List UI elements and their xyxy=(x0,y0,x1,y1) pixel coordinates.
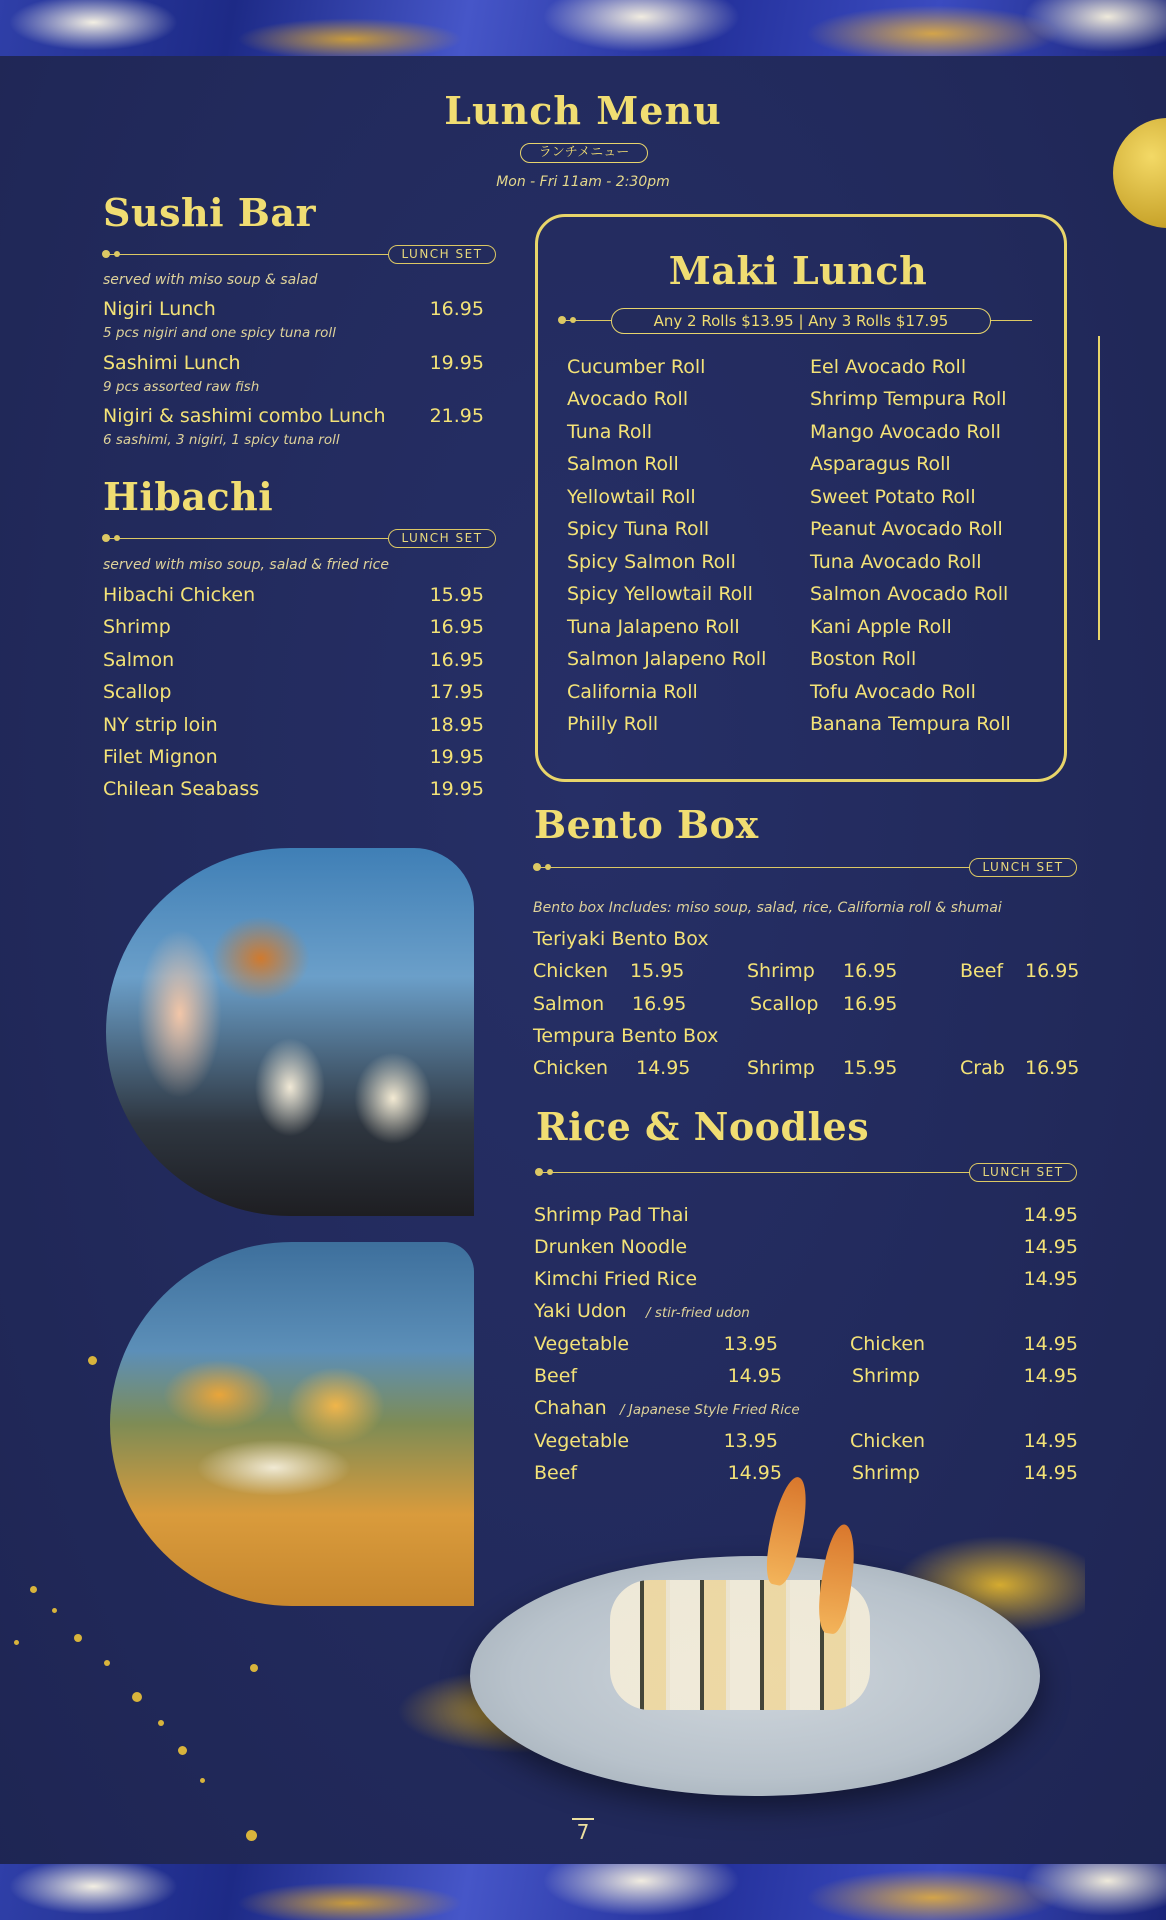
maki-roll: Banana Tempura Roll xyxy=(810,713,1011,735)
yaki-udon-label: Yaki Udon xyxy=(534,1300,627,1322)
bento-item-name: Shrimp xyxy=(747,960,815,982)
yaki-udon-desc: / stir-fried udon xyxy=(646,1305,750,1321)
menu-item-price: 14.95 xyxy=(1023,1430,1078,1452)
maki-roll: Asparagus Roll xyxy=(810,453,951,475)
maki-roll: Avocado Roll xyxy=(567,388,689,410)
maki-roll: Spicy Yellowtail Roll xyxy=(567,583,753,605)
maki-roll: Spicy Salmon Roll xyxy=(567,551,736,573)
menu-item-price: 14.95 xyxy=(1023,1365,1078,1387)
maki-roll: Shrimp Tempura Roll xyxy=(810,388,1007,410)
menu-item-price: 19.95 xyxy=(429,778,484,800)
menu-item-price: 21.95 xyxy=(429,405,484,427)
gold-sparkle xyxy=(200,1778,205,1783)
menu-item-name: Nigiri & sashimi combo Lunch xyxy=(103,405,386,427)
tempura-bento-label: Tempura Bento Box xyxy=(533,1025,719,1047)
menu-item-name: Hibachi Chicken xyxy=(103,584,256,606)
menu-item-price: 14.95 xyxy=(1023,1236,1078,1258)
menu-item-price: 15.95 xyxy=(429,584,484,606)
menu-item-name: Shrimp xyxy=(103,616,171,638)
bento-item-name: Scallop xyxy=(750,993,819,1015)
maki-roll: California Roll xyxy=(567,681,698,703)
chahan-desc: / Japanese Style Fried Rice xyxy=(620,1402,800,1418)
maki-roll: Salmon Jalapeno Roll xyxy=(567,648,767,670)
maki-roll: Cucumber Roll xyxy=(567,356,706,378)
menu-item-name: Beef xyxy=(534,1365,578,1387)
hibachi-badge: LUNCH SET xyxy=(388,529,496,548)
maki-roll: Mango Avocado Roll xyxy=(810,421,1001,443)
menu-item-name: NY strip loin xyxy=(103,714,218,736)
menu-item-price: 14.95 xyxy=(1023,1333,1078,1355)
bento-item-price: 16.95 xyxy=(1025,960,1080,982)
maki-roll: Tuna Roll xyxy=(567,421,653,443)
opening-hours: Mon - Fri 11am - 2:30pm xyxy=(496,174,670,190)
menu-item-name: Shrimp xyxy=(852,1462,920,1484)
sushi-bar-rule xyxy=(106,254,390,255)
bento-item-price: 16.95 xyxy=(632,993,687,1015)
gold-sparkle xyxy=(178,1746,187,1755)
sushi-roll-photo xyxy=(106,848,474,1216)
gold-sparkle xyxy=(74,1634,82,1642)
menu-item-price: 17.95 xyxy=(429,681,484,703)
rice-noodles-rule xyxy=(539,1172,971,1173)
gold-sparkle xyxy=(158,1720,164,1726)
hibachi-note: served with miso soup, salad & fried rice xyxy=(103,557,389,573)
menu-item-name: Kimchi Fried Rice xyxy=(534,1268,698,1290)
menu-item-price: 16.95 xyxy=(429,616,484,638)
bento-item-name: Beef xyxy=(960,960,1004,982)
menu-item-name: Salmon xyxy=(103,649,175,671)
page-number: 7 xyxy=(576,1820,590,1844)
menu-item-desc: 9 pcs assorted raw fish xyxy=(103,379,260,395)
bento-note: Bento box Includes: miso soup, salad, rice, California roll & shumai xyxy=(533,900,1002,916)
maki-roll: Tuna Avocado Roll xyxy=(810,551,982,573)
bento-item-name: Shrimp xyxy=(747,1057,815,1079)
menu-item-desc: 6 sashimi, 3 nigiri, 1 spicy tuna roll xyxy=(103,432,340,448)
maki-roll: Boston Roll xyxy=(810,648,917,670)
bento-box-title: Bento Box xyxy=(534,802,759,847)
gold-circle-decoration xyxy=(1113,118,1166,228)
gold-sparkle xyxy=(52,1608,57,1613)
marble-bottom-border xyxy=(0,1864,1166,1920)
maki-roll: Kani Apple Roll xyxy=(810,616,952,638)
maki-lunch-title: Maki Lunch xyxy=(668,248,928,293)
maki-pricing: Any 2 Rolls $13.95 | Any 3 Rolls $17.95 xyxy=(611,308,991,334)
menu-item-name: Beef xyxy=(534,1462,578,1484)
maki-roll: Tofu Avocado Roll xyxy=(810,681,976,703)
menu-item-price: 19.95 xyxy=(429,352,484,374)
menu-item-price: 14.95 xyxy=(727,1365,782,1387)
bento-item-price: 16.95 xyxy=(843,960,898,982)
sushi-bar-note: served with miso soup & salad xyxy=(103,272,318,288)
menu-item-price: 14.95 xyxy=(727,1462,782,1484)
maki-roll: Philly Roll xyxy=(567,713,659,735)
bento-item-name: Chicken xyxy=(533,960,609,982)
menu-item-price: 13.95 xyxy=(723,1333,778,1355)
bento-item-name: Chicken xyxy=(533,1057,609,1079)
maki-roll: Salmon Avocado Roll xyxy=(810,583,1009,605)
maki-roll: Peanut Avocado Roll xyxy=(810,518,1003,540)
menu-item-price: 14.95 xyxy=(1023,1462,1078,1484)
bento-item-name: Crab xyxy=(960,1057,1005,1079)
menu-item-name: Vegetable xyxy=(534,1430,630,1452)
menu-item-name: Chicken xyxy=(850,1430,926,1452)
maki-roll: Eel Avocado Roll xyxy=(810,356,967,378)
hibachi-rule xyxy=(106,538,390,539)
sushi-bar-badge: LUNCH SET xyxy=(388,245,496,264)
gold-sparkle xyxy=(250,1664,258,1672)
bento-item-price: 16.95 xyxy=(1025,1057,1080,1079)
menu-item-name: Sashimi Lunch xyxy=(103,352,241,374)
japanese-subtitle: ランチメニュー xyxy=(520,143,648,163)
menu-item-name: Shrimp xyxy=(852,1365,920,1387)
bento-badge: LUNCH SET xyxy=(969,858,1077,877)
gold-sparkle xyxy=(30,1586,37,1593)
menu-item-price: 18.95 xyxy=(429,714,484,736)
bento-rule xyxy=(537,867,971,868)
menu-item-desc: 5 pcs nigiri and one spicy tuna roll xyxy=(103,325,336,341)
menu-item-price: 13.95 xyxy=(723,1430,778,1452)
menu-item-price: 14.95 xyxy=(1023,1204,1078,1226)
gold-sparkle xyxy=(14,1640,19,1645)
rice-noodles-badge: LUNCH SET xyxy=(969,1163,1077,1182)
maki-roll: Sweet Potato Roll xyxy=(810,486,976,508)
chahan-label: Chahan xyxy=(534,1397,607,1419)
marble-top-border xyxy=(0,0,1166,56)
bento-item-price: 16.95 xyxy=(843,993,898,1015)
menu-item-price: 16.95 xyxy=(429,649,484,671)
maki-roll: Tuna Jalapeno Roll xyxy=(567,616,740,638)
menu-item-name: Shrimp Pad Thai xyxy=(534,1204,689,1226)
menu-item-price: 16.95 xyxy=(429,298,484,320)
menu-item-name: Filet Mignon xyxy=(103,746,218,768)
maki-roll: Yellowtail Roll xyxy=(567,486,696,508)
rice-noodles-title: Rice & Noodles xyxy=(536,1104,870,1149)
bracket-decoration xyxy=(1098,336,1100,640)
menu-item-name: Chilean Seabass xyxy=(103,778,260,800)
menu-item-name: Scallop xyxy=(103,681,172,703)
gold-sparkle xyxy=(132,1692,142,1702)
gold-sparkle xyxy=(88,1356,97,1365)
page-title: Lunch Menu xyxy=(444,88,722,133)
menu-item-price: 14.95 xyxy=(1023,1268,1078,1290)
gold-sparkle xyxy=(104,1660,110,1666)
menu-item-name: Drunken Noodle xyxy=(534,1236,688,1258)
menu-item-price: 19.95 xyxy=(429,746,484,768)
menu-item-name: Vegetable xyxy=(534,1333,630,1355)
bento-item-price: 15.95 xyxy=(843,1057,898,1079)
teriyaki-bento-label: Teriyaki Bento Box xyxy=(533,928,709,950)
bento-item-name: Salmon xyxy=(533,993,605,1015)
menu-item-name: Chicken xyxy=(850,1333,926,1355)
bento-item-price: 14.95 xyxy=(636,1057,691,1079)
sushi-bar-title: Sushi Bar xyxy=(103,190,317,235)
menu-item-name: Nigiri Lunch xyxy=(103,298,216,320)
maki-roll: Spicy Tuna Roll xyxy=(567,518,710,540)
bento-item-price: 15.95 xyxy=(630,960,685,982)
hibachi-title: Hibachi xyxy=(103,474,274,519)
maki-roll: Salmon Roll xyxy=(567,453,679,475)
